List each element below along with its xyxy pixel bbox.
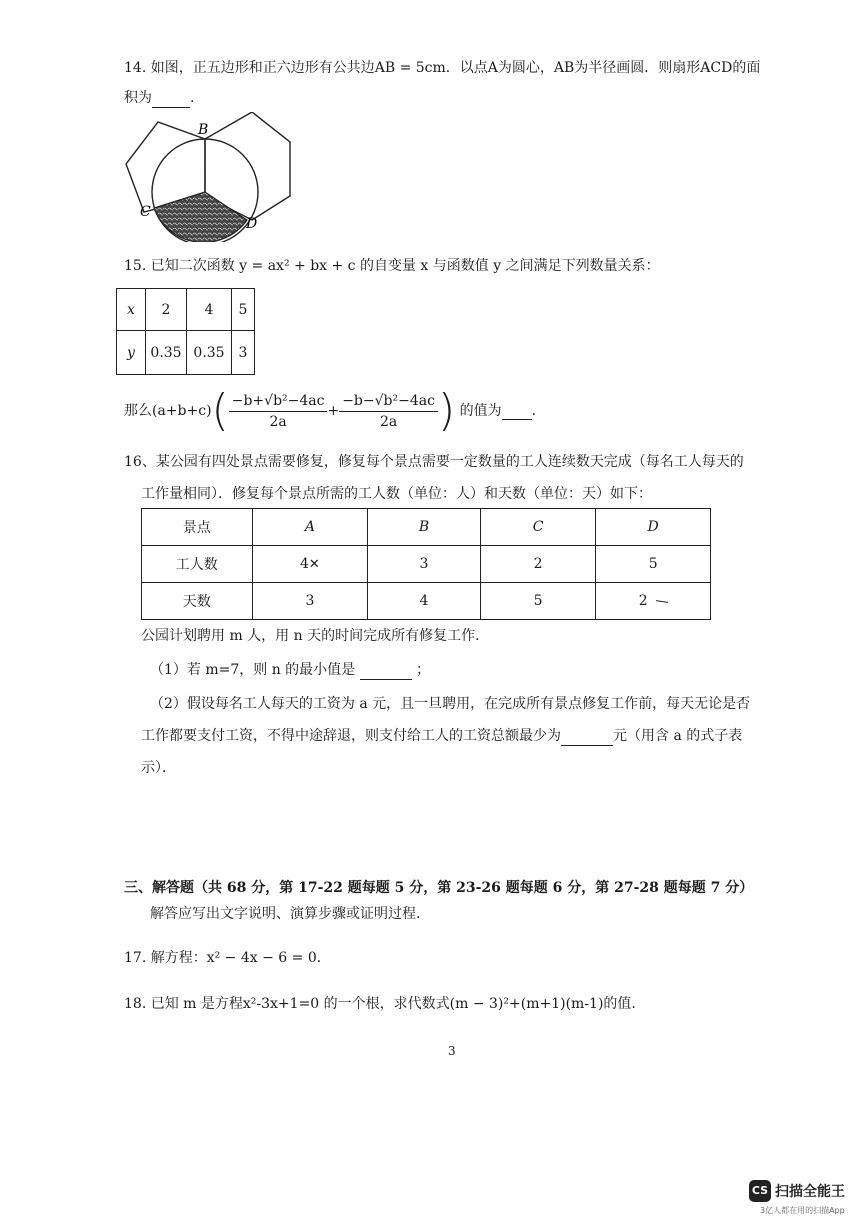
q16-sub1-end: ； (416, 662, 431, 678)
q16-line2: 工作量相同）．修复每个景点所需的工人数（单位：人）和天数（单位：天）如下： (141, 486, 652, 502)
q15-frac1-den: 2a (269, 413, 287, 430)
q16-sub1 (150, 660, 430, 680)
q14-answer-blank (152, 91, 190, 108)
q16-cell: 天数 (142, 583, 253, 620)
label-b: B (198, 122, 209, 138)
page-number: 3 (448, 1044, 456, 1058)
q15-stem: 15. 已知二次函数 y = ax² + bx + c 的自变量 x 与函数值 y 之间满足下列数量关系： (124, 258, 660, 274)
q15-frac1 (229, 391, 328, 432)
section3-note: 解答应写出文字说明、演算步骤或证明过程. (150, 906, 421, 922)
q15-frac2-num: −b−√b²−4ac (339, 391, 438, 412)
scanner-logo-icon: CS (749, 1180, 771, 1202)
q15-frac1-num: −b+√b²−4ac (229, 391, 328, 412)
q15-cell: 2 (146, 289, 187, 331)
q14-figure (118, 112, 308, 242)
handwritten-mark (656, 600, 668, 603)
handwritten-mark: ✕ (308, 557, 320, 572)
q16-line1: 16、某公园有四处景点需要修复，修复每个景点需要一定数量的工人连续数天完成（每名工人每天的 (124, 454, 744, 470)
label-d: D (246, 216, 258, 232)
q14-line2 (124, 88, 194, 108)
q16-sub2-line2 (141, 726, 742, 746)
q16-sub2-blank (561, 729, 613, 746)
q14-line2-text: 积为 (124, 90, 152, 106)
q16-cell: 工人数 (142, 546, 253, 583)
right-paren: ) (437, 385, 456, 436)
q16-cell: 3 (252, 583, 368, 620)
label-c: C (140, 204, 151, 220)
q15-expr-end: . (531, 403, 537, 419)
scanner-app-name: 扫描全能王 (775, 1184, 845, 1200)
q15-expr-suffix: 的值为 (459, 403, 502, 419)
section3-title: 三、解答题（共 68 分，第 17-22 题每题 5 分，第 23-26 题每题 6 分，第 27-28 题每题 7 分） (124, 880, 754, 896)
q18-text: 18. 已知 m 是方程x²-3x+1=0 的一个根，求代数式(m − 3)²+(m+1)(m-1)的值. (124, 996, 636, 1012)
q16-header-cell: A (252, 509, 368, 546)
q16-sub1-text: （1）若 m=7，则 n 的最小值是 (150, 662, 356, 678)
q16-header-cell: C (480, 509, 596, 546)
q16-header-cell: B (368, 509, 481, 546)
q15-table (116, 288, 255, 375)
q15-cell: 0.35 (187, 331, 232, 375)
q16-sub2-text-end: 元（用含 a 的式子表 (613, 728, 743, 744)
q15-cell: x (117, 289, 146, 331)
q15-table-row-x (117, 289, 255, 331)
q16-table-header (142, 509, 711, 546)
q14-line1: 14. 如图，正五边形和正六边形有公共边AB = 5cm．以点A为圆心，AB为半径画圆．则扇形ACD的面 (124, 60, 761, 76)
q15-cell: 3 (232, 331, 255, 375)
q16-cell: 3 (368, 546, 481, 583)
q16-plan: 公园计划聘用 m 人，用 n 天的时间完成所有修复工作． (141, 628, 490, 644)
sector-acd (154, 192, 247, 242)
q15-expr-factor: (a+b+c) (152, 403, 212, 419)
q16-cell: 2 (596, 583, 711, 620)
q16-table (141, 508, 711, 620)
q16-cell: 4✕ (252, 546, 368, 583)
q16-table-row-days (142, 583, 711, 620)
q15-answer-blank (502, 403, 532, 420)
q16-sub2-line1: （2）假设每名工人每天的工资为 a 元，且一旦聘用，在完成所有景点修复工作前，每天无论是否 (150, 696, 751, 712)
q16-sub1-blank (360, 663, 412, 680)
q16-cell: 5 (480, 583, 596, 620)
scanner-tagline: 3亿人都在用的扫描App (760, 1206, 845, 1215)
q15-table-row-y (117, 331, 255, 375)
q16-cell: 2 (480, 546, 596, 583)
q15-plus: + (327, 403, 340, 419)
q17-text: 17. 解方程：x² − 4x − 6 = 0． (124, 950, 331, 966)
q16-cell: 4 (368, 583, 481, 620)
q15-cell: 4 (187, 289, 232, 331)
left-paren: ( (211, 385, 229, 436)
q15-cell: y (117, 331, 146, 375)
q16-table-row-workers (142, 546, 711, 583)
q16-cell: 5 (596, 546, 711, 583)
q16-header-cell: 景点 (142, 509, 253, 546)
q14-line2-end: . (190, 90, 195, 106)
q16-header-cell: D (596, 509, 711, 546)
q15-frac2 (339, 391, 438, 432)
q15-expr-prefix: 那么 (124, 403, 152, 419)
q15-cell: 0.35 (146, 331, 187, 375)
q16-sub2-line3: 示）． (141, 760, 176, 776)
q15-expression (124, 386, 536, 436)
q15-cell: 5 (232, 289, 255, 331)
q16-sub2-text: 工作都要支付工资，不得中途辞退，则支付给工人的工资总额最少为 (141, 728, 561, 744)
q15-frac2-den: 2a (379, 413, 398, 430)
